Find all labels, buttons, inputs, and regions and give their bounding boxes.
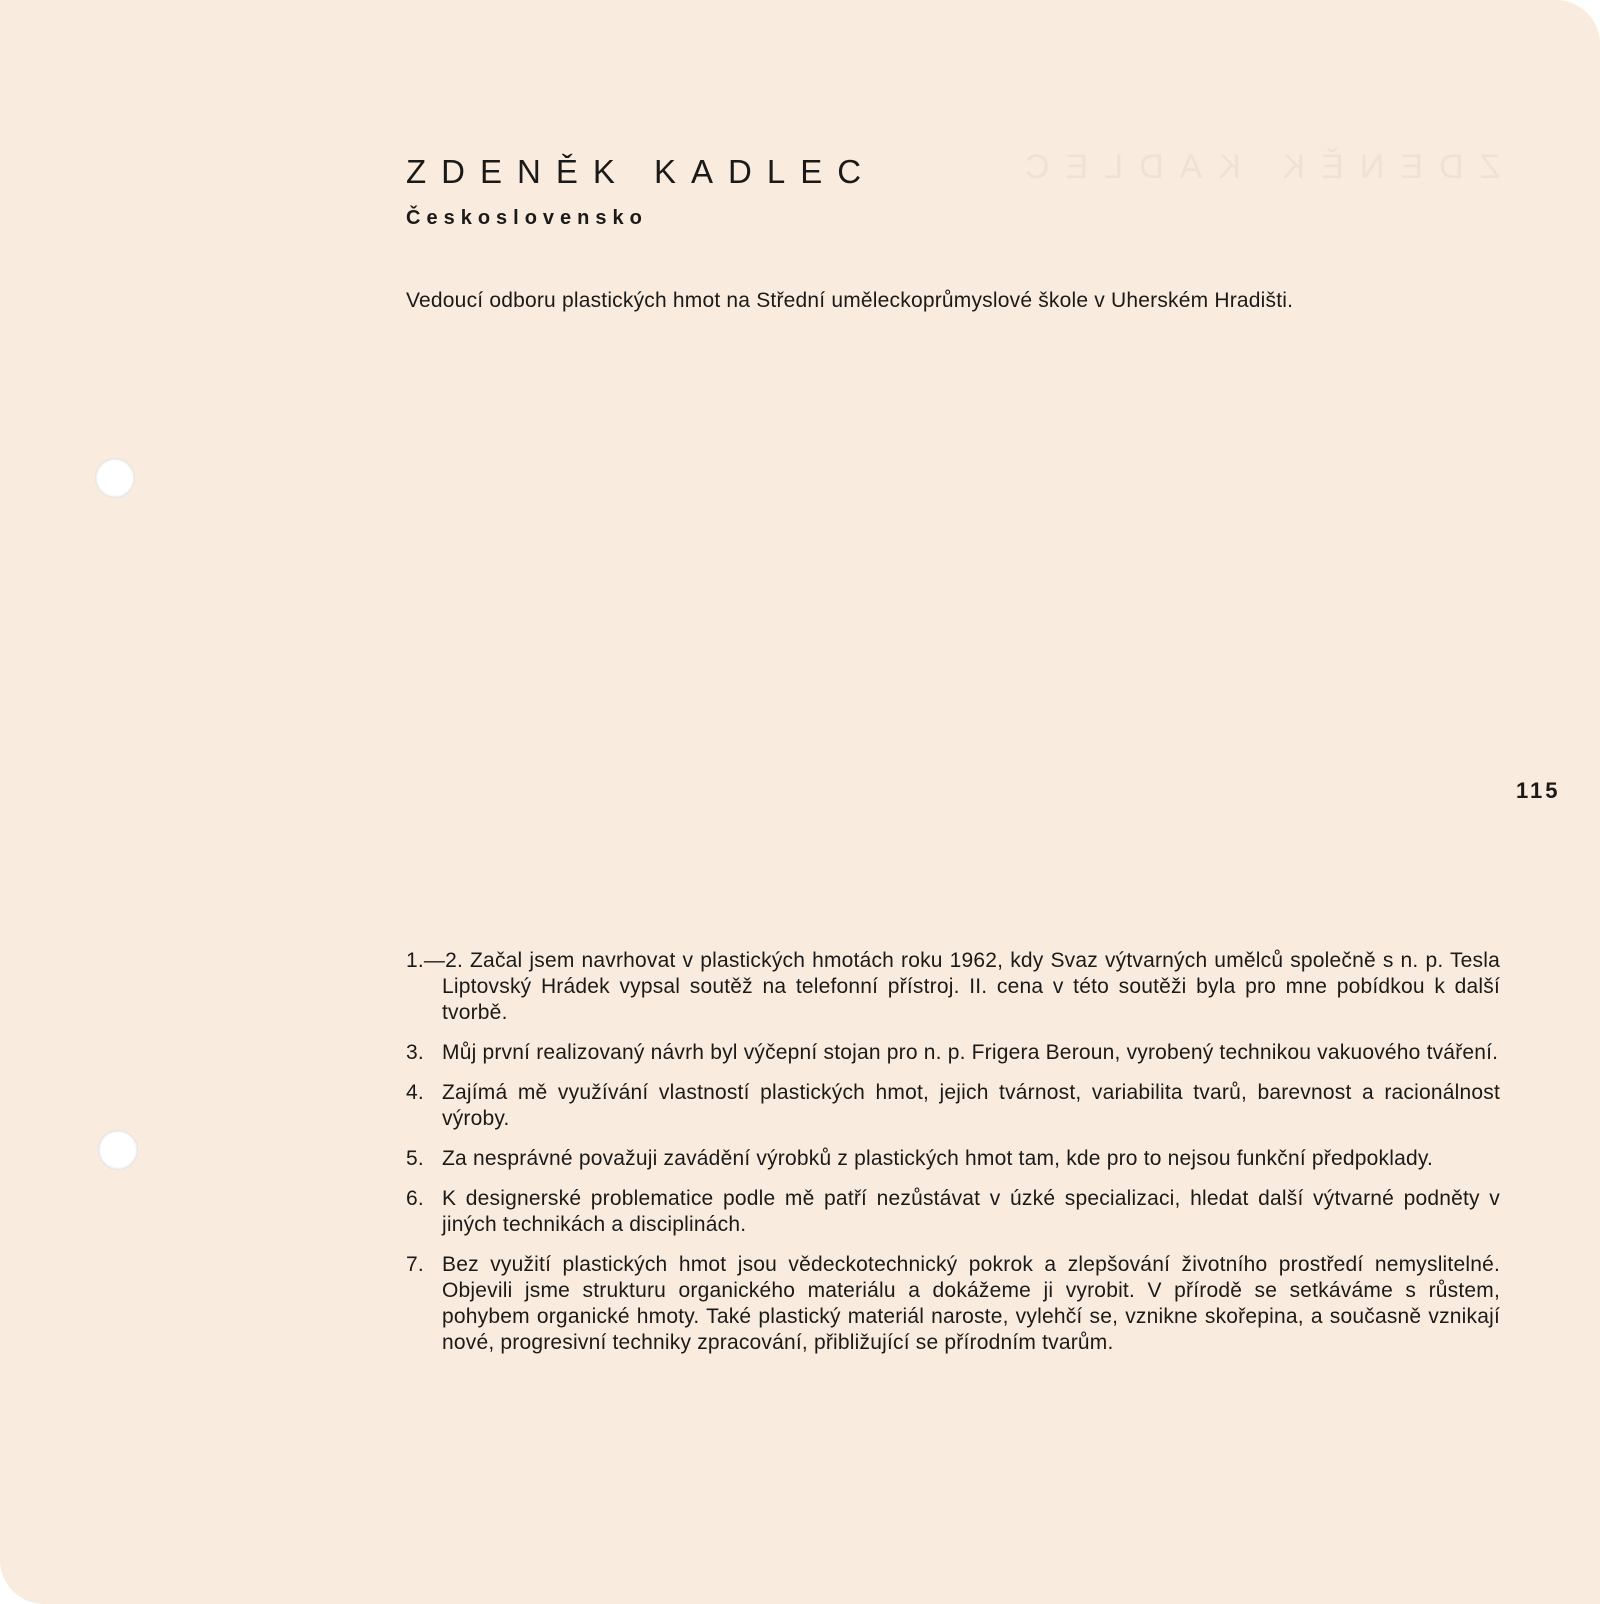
binder-hole-bottom bbox=[98, 1130, 138, 1170]
answer-text: K designerské problematice podle mě patří nezůstávat v úzké specializaci, hledat další výtvarné podněty v jiných technikách a disciplinách. bbox=[442, 1187, 1500, 1236]
answer-text: Můj první realizovaný návrh byl výčepní stojan pro n. p. Frigera Beroun, vyrobený technikou vakuového tváření. bbox=[442, 1041, 1499, 1064]
binder-hole-top bbox=[95, 458, 135, 498]
answer-number: 6. bbox=[406, 1187, 424, 1210]
answer-number: 4. bbox=[406, 1081, 424, 1104]
author-name: ZDENĚK KADLEC bbox=[406, 153, 877, 190]
answer-item-4 bbox=[406, 1080, 1500, 1132]
answer-item-5 bbox=[406, 1146, 1500, 1172]
answer-number: 3. bbox=[406, 1041, 424, 1064]
answer-text: Za nesprávné považuji zavádění výrobků z plastických hmot tam, kde pro to nejsou funkční předpoklady. bbox=[442, 1147, 1433, 1170]
answer-item-7 bbox=[406, 1252, 1500, 1356]
page-number: 115 bbox=[1516, 778, 1561, 803]
answer-item-1 bbox=[406, 948, 1500, 1026]
answer-number: 1.—2. bbox=[406, 949, 464, 972]
answer-item-6 bbox=[406, 1186, 1500, 1238]
author-role: Vedoucí odboru plastických hmot na Střední uměleckoprůmyslové škole v Uherském Hradišti. bbox=[406, 289, 1294, 312]
author-country: Československo bbox=[406, 207, 648, 229]
answer-number: 5. bbox=[406, 1147, 424, 1170]
answers-list bbox=[406, 948, 1500, 1370]
answer-text: Zajímá mě využívání vlastností plastických hmot, jejich tvárnost, variabilita tvarů, barevnost a racionálnost výroby. bbox=[442, 1081, 1500, 1130]
answer-number: 7. bbox=[406, 1253, 424, 1276]
answer-item-3 bbox=[406, 1040, 1500, 1066]
answer-text: Bez využití plastických hmot jsou vědeckotechnický pokrok a zlepšování životního prostředí nemyslitelné. Objevili jsme strukturu organického materiálu a dokážeme ji vyrobit. V přírodě se setkáváme s růstem, pohybem organické hmoty. Také plastický materiál naroste, vylehčí se, vznikne skořepina, a současně vznikají nové, progresivní techniky zpracování, přibližující se přírodním tvarům. bbox=[442, 1253, 1500, 1354]
answer-text: Začal jsem navrhovat v plastických hmotách roku 1962, kdy Svaz výtvarných umělců společně s n. p. Tesla Liptovský Hrádek vypsal soutěž na telefonní přístroj. II. cena v této soutěži byla pro mne pobídkou k další tvorbě. bbox=[442, 949, 1500, 1024]
show-through-text: ZDENĚK KADLEC bbox=[1008, 148, 1500, 186]
